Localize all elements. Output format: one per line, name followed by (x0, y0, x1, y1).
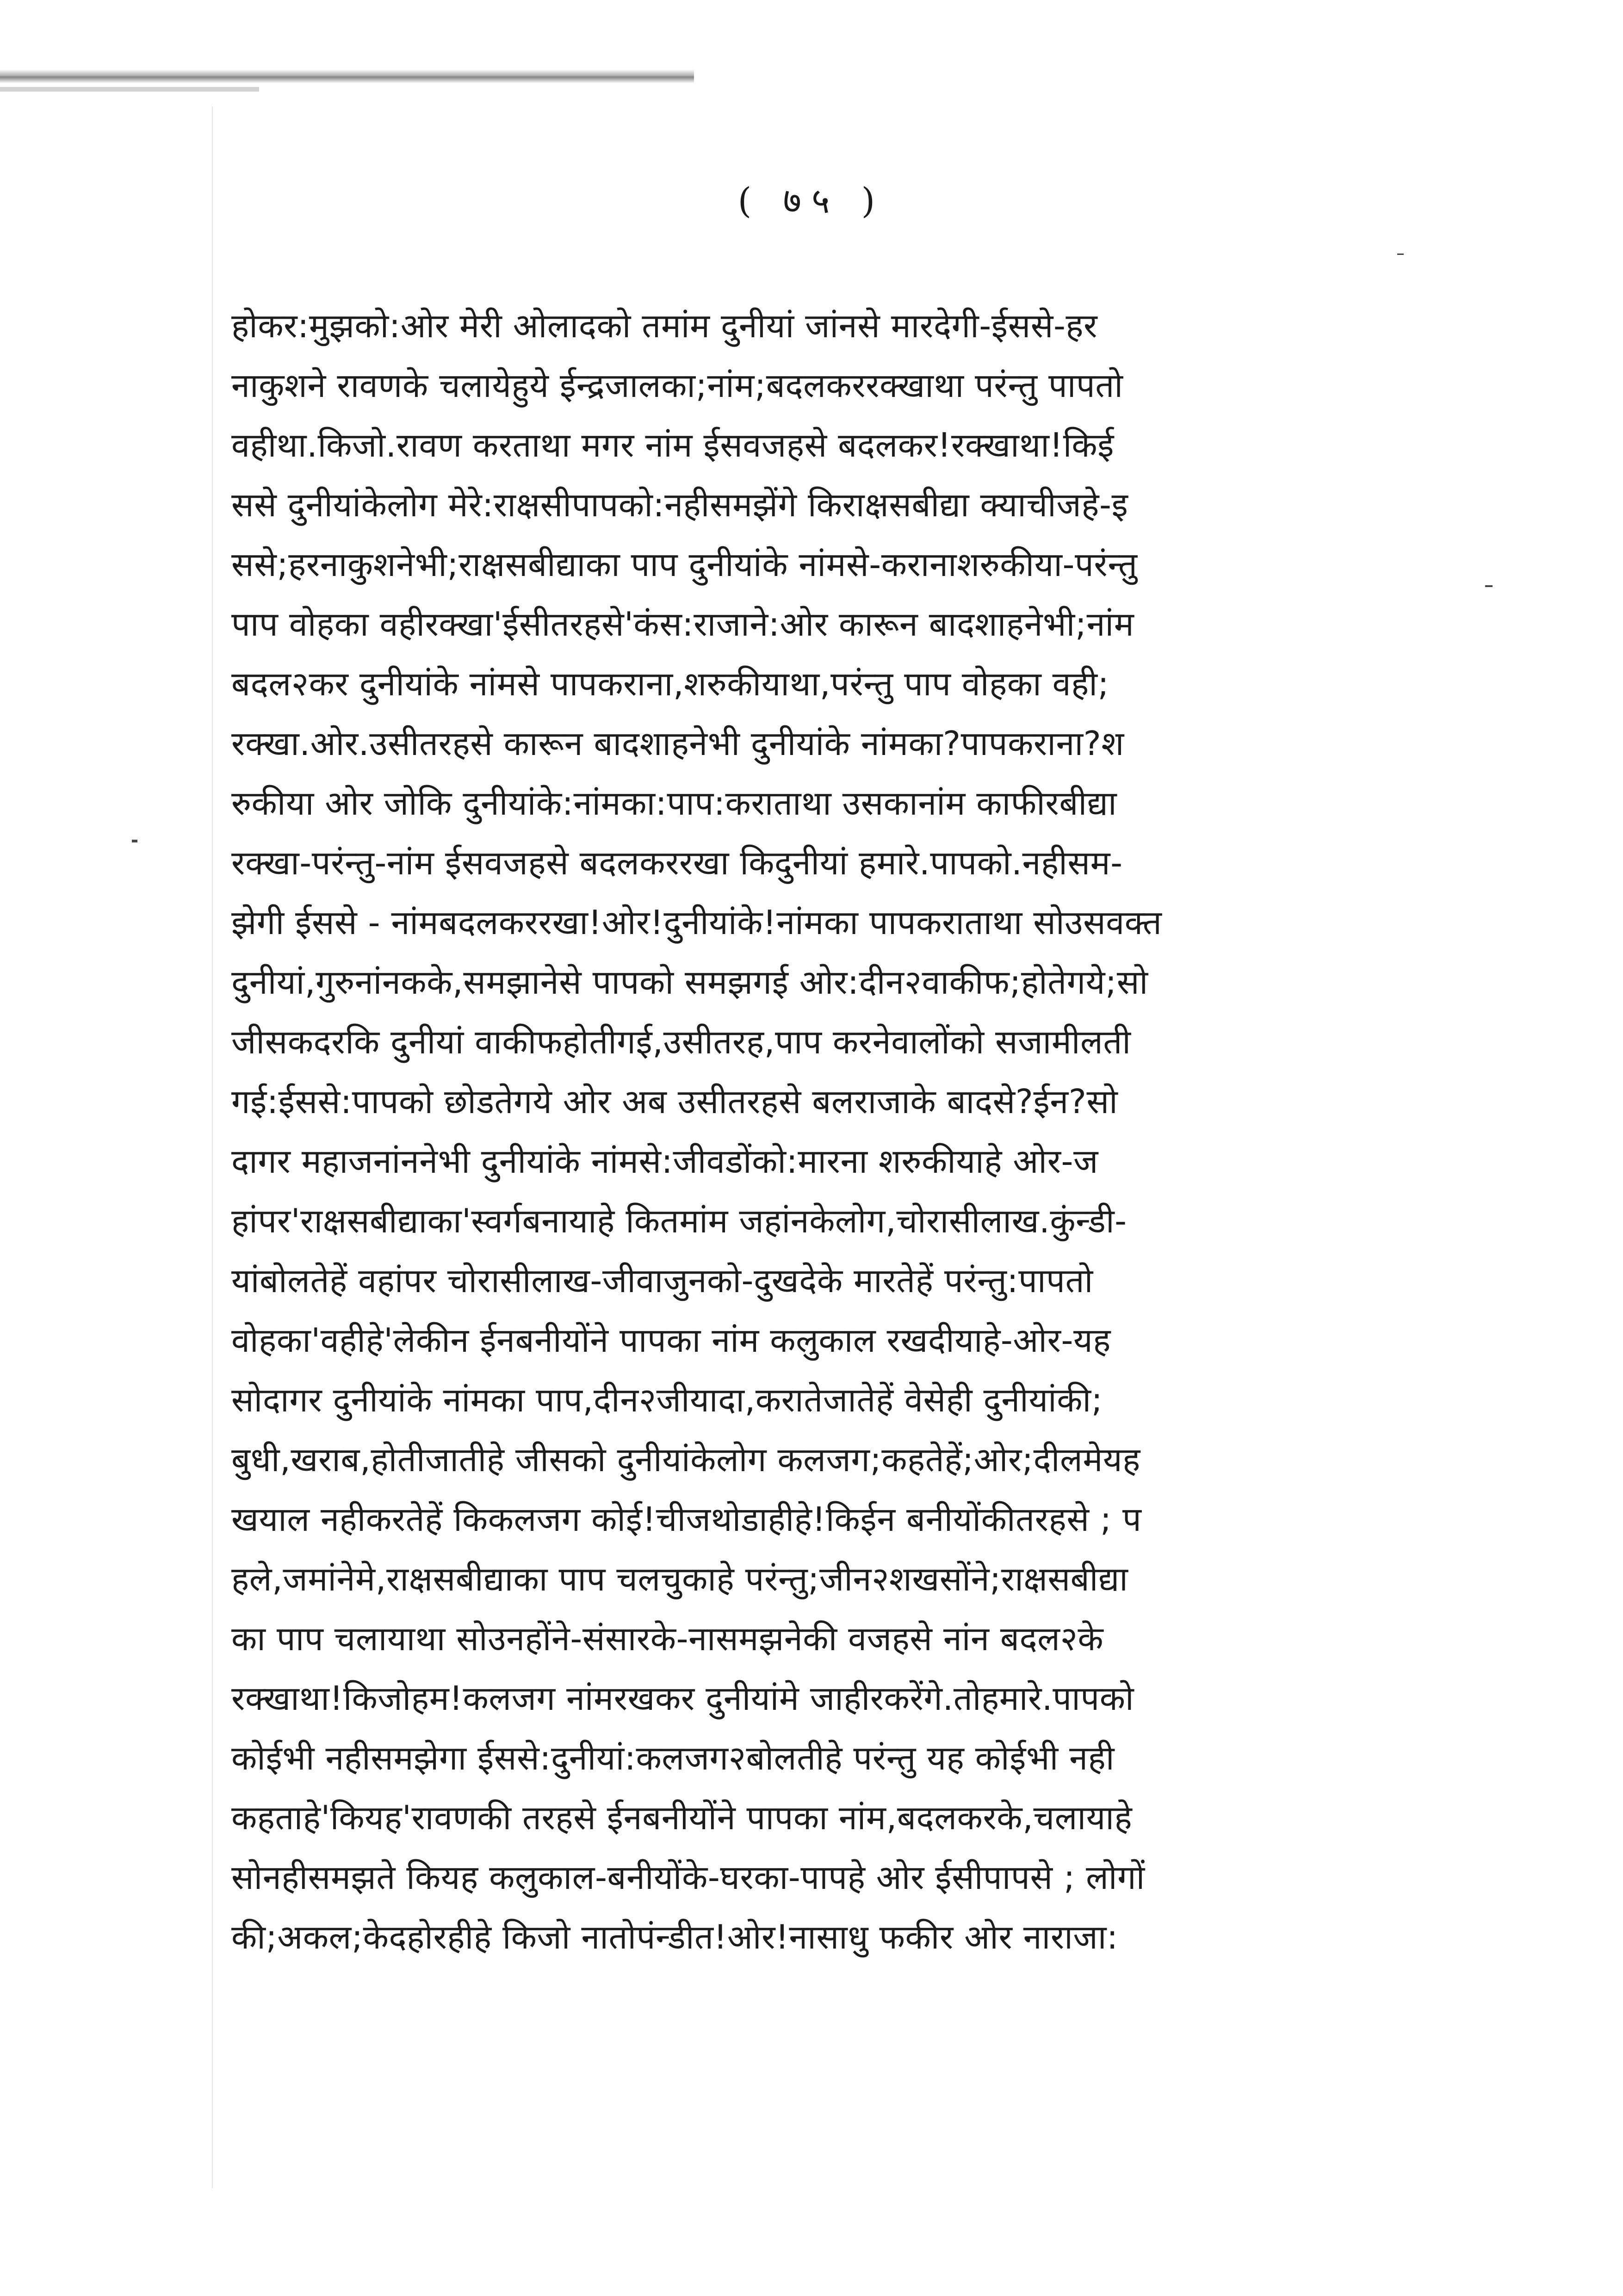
text-line: कोईभी नहीसमझेगा ईससे:दुनीयां:कलजग२बोलतीहे परंन्तु यह कोईभी नही (231, 1739, 1115, 1777)
text-line: बदल२कर दुनीयांके नांमसे पापकराना,शरुकीयाथा,परंन्तु पाप वोहका वही; (231, 664, 1109, 703)
text-line: होकर:मुझको:ओर मेरी ओलादको तमांम दुनीयां जांनसे मारदेगी-ईससे-हर (231, 306, 1098, 345)
text-line: ससे;हरनाकुशनेभी;राक्षसबीद्याका पाप दुनीयांके नांमसे-करानाशरुकीया-परंन्तु (231, 545, 1138, 584)
text-line: जीसकदरकि दुनीयां वाकीफहोतीगई,उसीतरह,पाप करनेवालोंको सजामीलती (231, 1022, 1131, 1061)
scan-edge-shadow (0, 69, 694, 83)
scan-margin-line (212, 106, 213, 2188)
text-line: रक्खा.ओर.उसीतरहसे कारून बादशाहनेभी दुनीयांके नांमका?पापकराना?श (231, 724, 1124, 763)
text-line: यांबोलतेहें वहांपर चोरासीलाख-जीवाजुनको-दुखदेके मारतेहें परंन्तु:पापतो (231, 1261, 1093, 1300)
text-line: हले,जमांनेमे,राक्षसबीद्याका पाप चलचुकाहे परंन्तु;जीन२शखसोंने;राक्षसबीद्या (231, 1560, 1128, 1598)
text-line: गई:ईससे:पापको छोडतेगये ओर अब उसीतरहसे बलराजाके बादसे?ईन?सो (231, 1082, 1118, 1121)
text-line: वहीथा.किजो.रावण करताथा मगर नांम ईसवजहसे बदलकर!रक्खाथा!किई (231, 426, 1115, 464)
text-line: पाप वोहका वहीरक्खा'ईसीतरहसे'कंस:राजाने:ओर कारून बादशाहनेभी;नांम (231, 605, 1134, 644)
text-line: दुनीयां,गुरुनांनकके,समझानेसे पापको समझगई ओर:दीन२वाकीफ;होतेगये;सो (231, 963, 1148, 1002)
text-line: हांपर'राक्षसबीद्याका'स्वर्गबनायाहे कितमांम जहांनकेलोग,चोरासीलाख.कुंन्डी- (231, 1201, 1127, 1240)
text-line: बुधी,खराब,होतीजातीहे जीसको दुनीयांकेलोग कलजग;कहतेहें;ओर;दीलमेयह (231, 1440, 1140, 1479)
scan-edge-shadow-secondary (0, 87, 259, 92)
text-line: सोदागर दुनीयांके नांमका पाप,दीन२जीयादा,करातेजातेहें वेसेही दुनीयांकी; (231, 1380, 1103, 1419)
text-line: झेगी ईससे - नांमबदलकररखा!ओर!दुनीयांके!नांमका पापकराताथा सोउसवक्त (231, 903, 1162, 942)
scan-speck (1485, 585, 1493, 587)
text-line: की;अकल;केदहोरहीहे किजो नातोपंन्डीत!ओर!नासाधु फकीर ओर नाराजा: (231, 1918, 1118, 1956)
scan-speck (132, 840, 137, 842)
text-line: कहताहे'कियह'रावणकी तरहसे ईनबनीयोंने पापका नांम,बदलकरके,चलायाहे (231, 1798, 1133, 1837)
page-number: ( ७५ ) (737, 180, 886, 221)
text-line: का पाप चलायाथा सोउनहोंने-संसारके-नासमझनेकी वजहसे नांन बदल२के (231, 1619, 1104, 1658)
text-line: वोहका'वहीहे'लेकीन ईनबनीयोंने पापका नांम कलुकाल रखदीयाहे-ओर-यह (231, 1321, 1111, 1360)
text-line: रक्खा-परंन्तु-नांम ईसवजहसे बदलकररखा किदुनीयां हमारे.पापको.नहीसम- (231, 843, 1123, 882)
text-line: खयाल नहीकरतेहें किकलजग कोई!चीजथोडाहीहे!किईन बनीयोंकीतरहसे ; प (231, 1500, 1142, 1539)
text-line: सोनहीसमझते कियह कलुकाल-बनीयोंके-घरका-पापहे ओर ईसीपापसे ; लोगों (231, 1858, 1145, 1897)
text-line: दागर महाजनांननेभी दुनीयांके नांमसे:जीवडोंको:मारना शरुकीयाहे ओर-ज (231, 1142, 1098, 1181)
text-line: ससे दुनीयांकेलोग मेरे:राक्षसीपापको:नहीसमझेंगे किराक्षसबीद्या क्याचीजहे-इ (231, 485, 1128, 524)
text-line: रुकीया ओर जोकि दुनीयांके:नांमका:पाप:कराताथा उसकानांम काफीरबीद्या (231, 784, 1117, 823)
text-line: रक्खाथा!किजोहम!कलजग नांमरखकर दुनीयांमे जाहीरकरेंगे.तोहमारे.पापको (231, 1679, 1134, 1718)
text-line: नाकुशने रावणके चलायेहुये ईन्द्रजालका;नांम;बदलकररक्खाथा परंन्तु पापतो (231, 366, 1123, 405)
body-text (231, 296, 1518, 1967)
scan-speck (1397, 254, 1404, 255)
